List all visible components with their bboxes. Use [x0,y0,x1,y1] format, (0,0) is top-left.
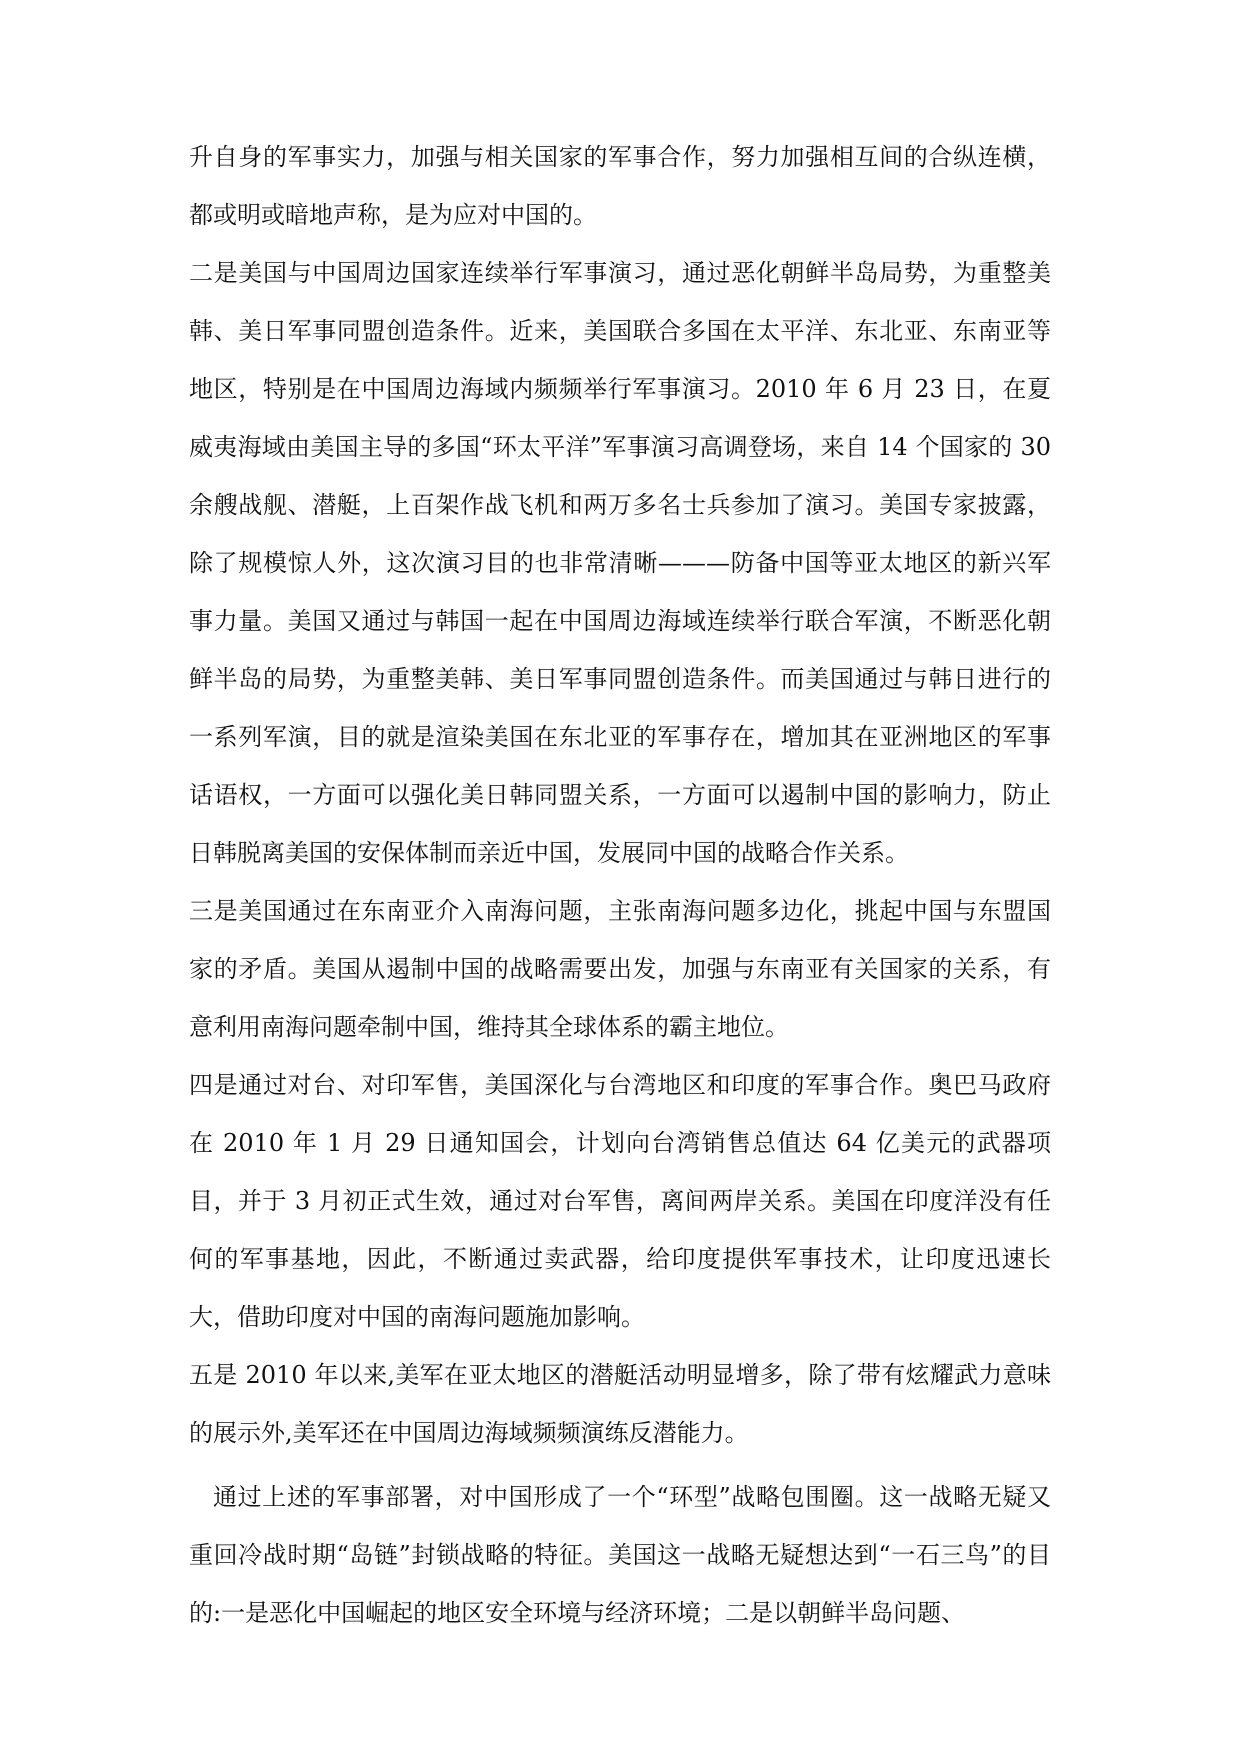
document-page [189,128,1051,1642]
paragraph-point-four: 四是通过对台、对印军售，美国深化与台湾地区和印度的军事合作。奥巴马政府在 2010 年 1 月 29 日通知国会，计划向台湾销售总值达 64 亿美元的武器项目，并于 3 月初正式生效，通过对台军售，离间两岸关系。美国在印度洋没有任何的军事基地，因此，不断通过卖武器，给印度提供军事技术，让印度迅速长大，借助印度对中国的南海问题施加影响。 [189,1071,1051,1331]
paragraph-point-five: 五是 2010 年以来,美军在亚太地区的潜艇活动明显增多，除了带有炫耀武力意味的展示外,美军还在中国周边海域频频演练反潜能力。 [189,1361,1051,1447]
paragraph-summary: 通过上述的军事部署，对中国形成了一个“环型”战略包围圈。这一战略无疑又重回冷战时期“岛链”封锁战略的特征。美国这一战略无疑想达到“一石三鸟”的目的:一是恶化中国崛起的地区安全环境与经济环境；二是以朝鲜半岛问题、 [189,1483,1051,1627]
paragraph-point-three: 三是美国通过在东南亚介入南海问题，主张南海问题多边化，挑起中国与东盟国家的矛盾。美国从遏制中国的战略需要出发，加强与东南亚有关国家的关系，有意利用南海问题牵制中国，维持其全球体系的霸主地位。 [189,897,1051,1041]
paragraph-continuation: 升自身的军事实力，加强与相关国家的军事合作，努力加强相互间的合纵连横，都或明或暗地声称，是为应对中国的。 [189,143,1051,229]
paragraph-point-two: 二是美国与中国周边国家连续举行军事演习，通过恶化朝鲜半岛局势，为重整美韩、美日军事同盟创造条件。近来，美国联合多国在太平洋、东北亚、东南亚等地区，特别是在中国周边海域内频频举行军事演习。2010 年 6 月 23 日，在夏威夷海域由美国主导的多国“环太平洋”军事演习高调登场，来自 14 个国家的 30 余艘战舰、潜艇，上百架作战飞机和两万多名士兵参加了演习。美国专家披露，除了规模惊人外，这次演习目的也非常清晰———防备中国等亚太地区的新兴军事力量。美国又通过与韩国一起在中国周边海域连续举行联合军演，不断恶化朝鲜半岛的局势，为重整美韩、美日军事同盟创造条件。而美国通过与韩日进行的一系列军演，目的就是渲染美国在东北亚的军事存在，增加其在亚洲地区的军事话语权，一方面可以强化美日韩同盟关系，一方面可以遏制中国的影响力，防止日韩脱离美国的安保体制而亲近中国，发展同中国的战略合作关系。 [189,259,1051,867]
